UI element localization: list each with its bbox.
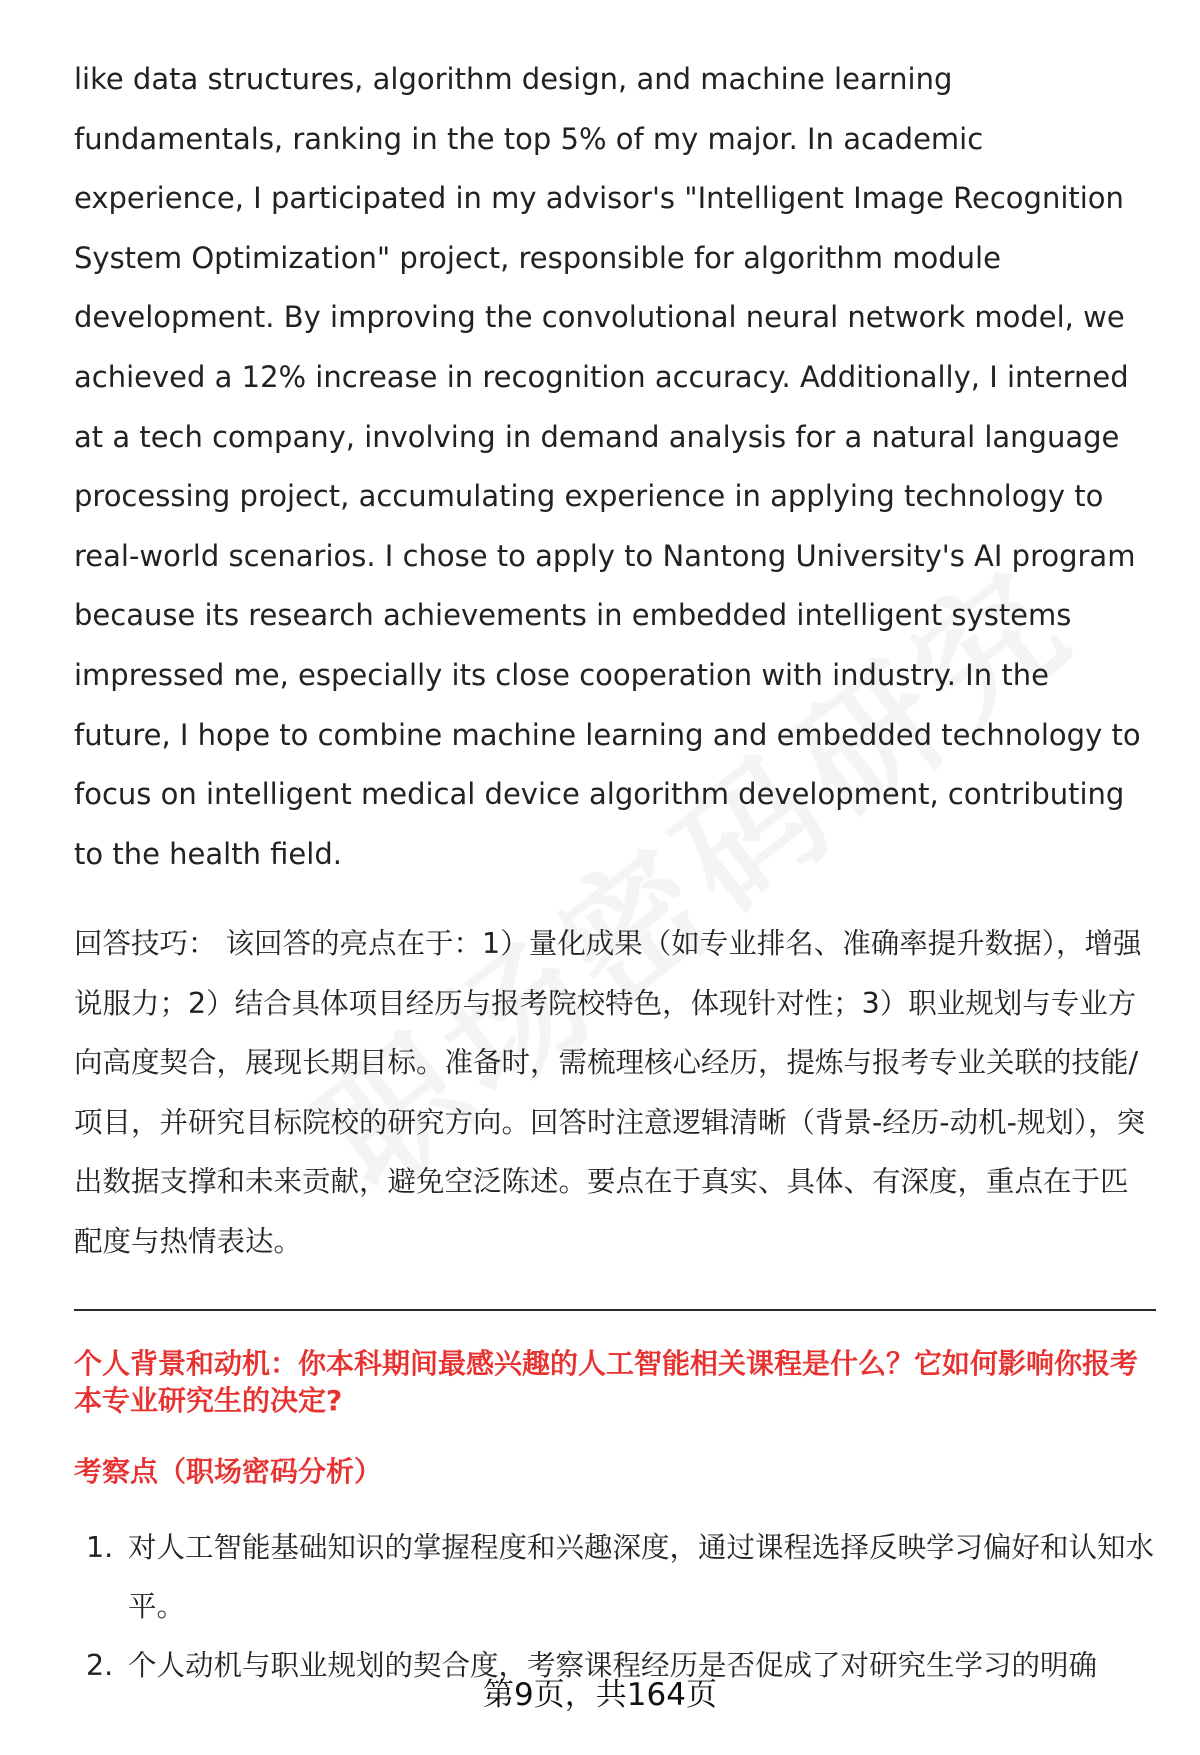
- assessment-points-list: [74, 1518, 1154, 1695]
- section-divider: [74, 1309, 1156, 1311]
- list-item-text: 对人工智能基础知识的掌握程度和兴趣深度，通过课程选择反映学习偏好和认知水平。: [128, 1531, 1155, 1624]
- answer-paragraph: like data structures, algorithm design, and machine learning fundamentals, ranking in the top 5% of my major. In academic experience, I participated in my advisor's "Intelligent Image Recognition System Optimization" project, responsible for algorithm module development. By improving the convolutional neural network model, we achieved a 12% increase in recognition accuracy. Additionally, I interned at a tech company, involving in demand analysis for a natural language processing project, accumulating experience in applying technology to real-world scenarios. I chose to apply to Nantong University's AI program because its research achievements in embedded intelligent systems impressed me, especially its close cooperation with industry. In the future, I hope to combine machine learning and embedded technology to focus on intelligent medical device algorithm development, contributing to the health field.: [74, 62, 1141, 871]
- assessment-points-heading: 考察点（职场密码分析）: [74, 1455, 383, 1489]
- list-item-text: 个人动机与职业规划的契合度，考察课程经历是否促成了对研究生学习的明确: [128, 1649, 1098, 1683]
- page-number: 第9页，共164页: [483, 1677, 717, 1713]
- page-content: [74, 50, 1154, 1695]
- list-item: [74, 1518, 1154, 1636]
- list-item-number: 2.: [86, 1649, 114, 1683]
- answer-tips-paragraph: 回答技巧： 该回答的亮点在于：1）量化成果（如专业排名、准确率提升数据），增强说服力；2）结合具体项目经历与报考院校特色，体现针对性；3）职业规划与专业方向高度契合，展现长期目标。准备时，需梳理核心经历，提炼与报考专业关联的技能/项目，并研究目标院校的研究方向。回答时注意逻辑清晰（背景-经历-动机-规划），突出数据支撑和未来贡献，避免空泛陈述。要点在于真实、具体、有深度，重点在于匹配度与热情表达。: [74, 927, 1146, 1258]
- list-item-number: 1.: [86, 1531, 114, 1565]
- question-heading: 个人背景和动机：你本科期间最感兴趣的人工智能相关课程是什么？它如何影响你报考本专业研究生的决定?: [74, 1347, 1139, 1418]
